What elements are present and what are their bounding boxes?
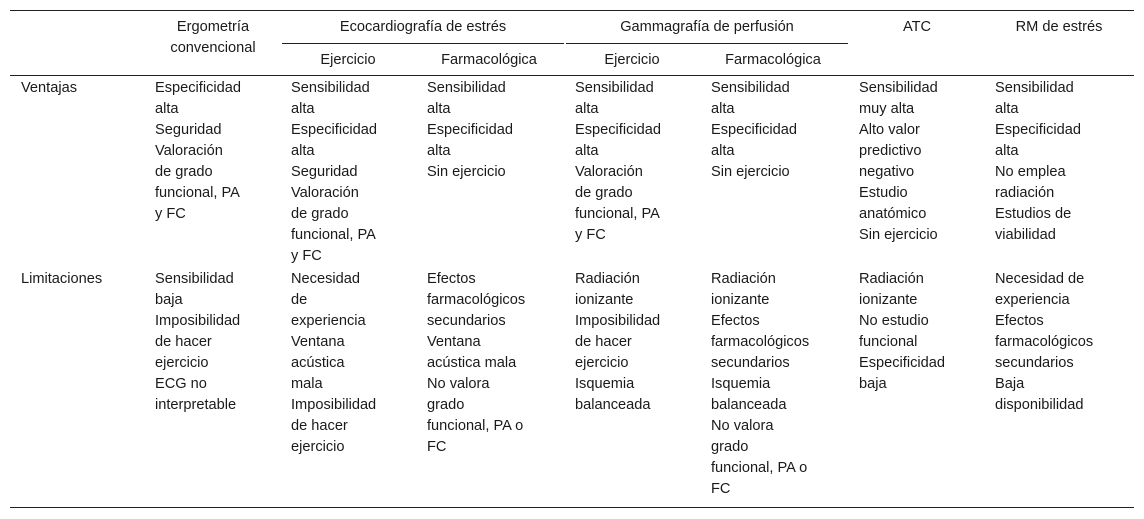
ventajas-gamma-ejercicio: Sensibilidad alta Especificidad alta Valoración de grado funcional, PA y FC — [575, 80, 661, 243]
ventajas-atc: Sensibilidad muy alta Alto valor predictivo negativo Estudio anatómico Sin ejercicio — [859, 80, 938, 243]
limitaciones-atc: Radiación ionizante No estudio funcional Especificidad baja — [859, 271, 945, 392]
header-bottom-rule — [10, 75, 1134, 76]
subheader-eco-farmacologica: Farmacológica — [441, 52, 537, 68]
ventajas-gamma-farmacologica: Sensibilidad alta Especificidad alta Sin ejercicio — [711, 80, 797, 180]
gamma-group-underline — [566, 43, 848, 44]
subheader-gamma-ejercicio: Ejercicio — [604, 52, 660, 68]
limitaciones-eco-ejercicio: Necesidad de experiencia Ventana acústica mala Imposibilidad de hacer ejercicio — [291, 271, 377, 455]
header-atc: ATC — [902, 19, 932, 35]
ventajas-rm: Sensibilidad alta Especificidad alta No emplea radiación Estudios de viabilidad — [995, 80, 1081, 243]
ventajas-eco-farmacologica: Sensibilidad alta Especificidad alta Sin ejercicio — [427, 80, 513, 180]
ventajas-ergometria: Especificidad alta Seguridad Valoración de grado funcional, PA y FC — [155, 80, 241, 222]
header-gamma-group: Gammagrafía de perfusión — [620, 19, 794, 35]
row-label-limitaciones: Limitaciones — [21, 271, 103, 287]
header-ergometria: Ergometría convencional — [170, 19, 256, 56]
header-eco-group: Ecocardiografía de estrés — [339, 19, 507, 35]
table-bottom-rule — [10, 507, 1134, 508]
limitaciones-rm: Necesidad de experiencia Efectos farmacológicos secundarios Baja disponibilidad — [995, 271, 1094, 413]
subheader-gamma-farmacologica: Farmacológica — [725, 52, 821, 68]
eco-group-underline — [282, 43, 564, 44]
ventajas-eco-ejercicio: Sensibilidad alta Especificidad alta Seguridad Valoración de grado funcional, PA y FC — [291, 80, 377, 264]
header-rm: RM de estrés — [1015, 19, 1103, 35]
subheader-eco-ejercicio: Ejercicio — [320, 52, 376, 68]
limitaciones-eco-farmacologica: Efectos farmacológicos secundarios Ventana acústica mala No valora grado funcional, PA o FC — [427, 271, 526, 455]
limitaciones-gamma-farmacologica: Radiación ionizante Efectos farmacológicos secundarios Isquemia balanceada No valora grado funcional, PA o FC — [711, 271, 810, 497]
limitaciones-ergometria: Sensibilidad baja Imposibilidad de hacer ejercicio ECG no interpretable — [155, 271, 241, 413]
table-top-rule — [10, 10, 1134, 11]
row-label-ventajas: Ventajas — [21, 80, 77, 96]
limitaciones-gamma-ejercicio: Radiación ionizante Imposibilidad de hacer ejercicio Isquemia balanceada — [575, 271, 661, 413]
